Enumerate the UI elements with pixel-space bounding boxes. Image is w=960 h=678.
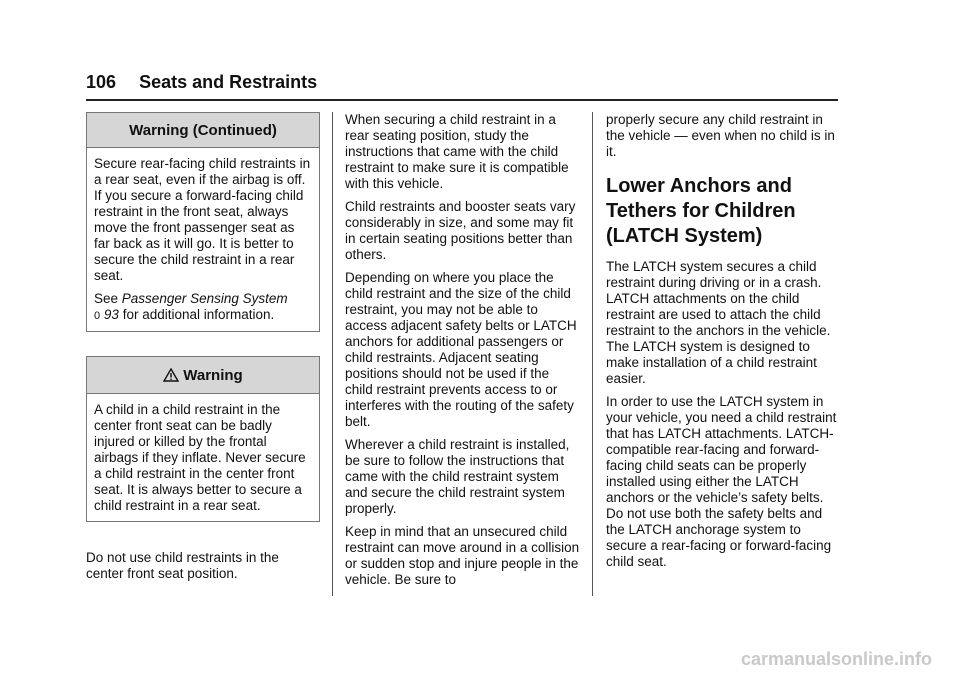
page-title: Seats and Restraints bbox=[139, 72, 318, 92]
col2-paragraph-2: Child restraints and booster seats vary considerably in size, and some may fit in certain seating positions better than others. bbox=[345, 199, 576, 262]
section-title: Lower Anchors and Tethers for Children (LATCH System) bbox=[606, 175, 796, 247]
warning-continued-box bbox=[86, 112, 320, 332]
warning-continued-body bbox=[87, 148, 319, 331]
column-divider-2 bbox=[592, 112, 593, 596]
column-3 bbox=[606, 112, 842, 577]
watermark: carmanualsonline.info bbox=[740, 649, 932, 669]
col3-paragraph-1: The LATCH system secures a child restraint during driving or in a crash. LATCH attachments on the child restraint are used to attach the child restraint to the anchors in the vehicle. The LATCH system is designed to make installation of a child restraint easier. bbox=[606, 259, 831, 386]
col1-paragraph: Do not use child restraints in the center front seat position. bbox=[86, 550, 279, 581]
warning-text: A child in a child restraint in the center front seat can be badly injured or killed by the frontal airbags if they inflate. Never secure a child restraint in the center front seat. It is always better to secure a child restraint in a rear seat. bbox=[94, 402, 306, 513]
warning-title bbox=[87, 357, 319, 394]
page-ref-icon: 0 bbox=[94, 310, 101, 322]
col3-paragraph-2: In order to use the LATCH system in your vehicle, you need a child restraint that has LATCH attachments. LATCH-compatible rear-facing and forward-facing child seats can be properly installed using either the LATCH anchors or the vehicle’s safety belts. Do not use both the safety belts and the LATCH anchorage system to secure a rear-facing or forward-facing child seat. bbox=[606, 394, 837, 569]
warning-title-label: Warning bbox=[183, 366, 243, 384]
col2-paragraph-5: Keep in mind that an unsecured child restraint can move around in a collision or sudden stop and injure people in the vehicle. Be sure to bbox=[345, 524, 580, 587]
warning-see-reference bbox=[94, 291, 312, 324]
header-rule bbox=[86, 99, 838, 101]
warning-continued-text: Secure rear-facing child restraints in a rear seat, even if the airbag is off. If you secure a forward-facing child restraint in the front seat, always move the front passenger seat as far back as it will go. It is better to secure the child restraint in a rear seat. bbox=[94, 156, 311, 283]
reference-tail: for additional information. bbox=[122, 307, 275, 322]
col2-paragraph-3: Depending on where you place the child restraint and the size of the child restraint, you may not be able to access adjacent safety belts or LATCH anchors for additional passengers or child restraints. Adjacent seating positions should not be used if the child restraint prevents access to or interferes with the routing of the safety belt. bbox=[345, 270, 577, 429]
col3-continued: properly secure any child restraint in the vehicle — even when no child is in it. bbox=[606, 112, 835, 159]
warning-continued-title: Warning (Continued) bbox=[87, 113, 319, 148]
page-number: 106 bbox=[86, 72, 117, 92]
column-2 bbox=[345, 112, 580, 595]
warning-box bbox=[86, 356, 320, 522]
page-header bbox=[86, 72, 317, 93]
col2-paragraph-1: When securing a child restraint in a rear seating position, study the instructions that came with the child restraint to make sure it is compatible with this vehicle. bbox=[345, 112, 569, 191]
warning-triangle-icon bbox=[163, 368, 179, 382]
column-1-tail bbox=[86, 550, 318, 589]
see-label: See bbox=[94, 291, 119, 306]
col2-paragraph-4: Wherever a child restraint is installed, be sure to follow the instructions that came with the child restraint system and secure the child restraint system properly. bbox=[345, 437, 570, 516]
column-divider-1 bbox=[332, 112, 333, 596]
warning-body bbox=[87, 394, 319, 521]
reference-page[interactable]: 93 bbox=[103, 307, 119, 322]
reference-title[interactable]: Passenger Sensing System bbox=[121, 291, 288, 306]
